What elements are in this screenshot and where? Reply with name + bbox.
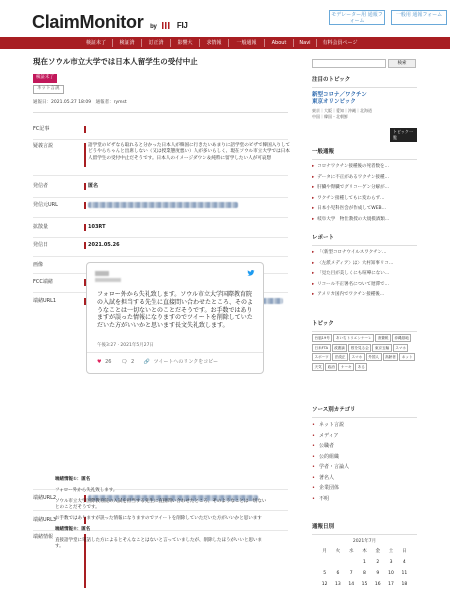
divider [312, 159, 417, 160]
clue-info-1-label: 端緒情報①：匿名 [55, 477, 91, 482]
calendar-day[interactable]: 7 [349, 571, 353, 577]
tweet-actions [97, 359, 218, 366]
weekday: 月 [322, 549, 327, 555]
logo-by-text: by [150, 24, 157, 30]
topic-tag[interactable]: ある [355, 363, 367, 371]
featured-topic-covid[interactable]: 新型コロナ／ワクチン [312, 92, 367, 98]
moderator-report-form-button[interactable]: モデレーター用 通報フォーム [329, 10, 385, 25]
date-value: 2021.05.26 [88, 242, 120, 248]
source-categories-heading: ソース別カテゴリ [312, 407, 356, 413]
topic-tag[interactable]: 外国人 [366, 353, 382, 361]
calendar-day[interactable] [331, 558, 344, 569]
topic-tag[interactable]: 消費税 [375, 334, 391, 342]
calendar-week [318, 558, 411, 569]
weekday: 水 [348, 549, 354, 555]
spread-value: 103RT [88, 224, 106, 230]
divider [312, 245, 417, 246]
list-item[interactable]: ▸ リコール不正署名について遅滞で… [312, 280, 417, 291]
copy-tweet-link[interactable]: ツイートへのリンクをコピー [153, 359, 219, 365]
topic-tag[interactable]: 法改正 [332, 353, 348, 361]
calendar-day[interactable]: 18 [401, 582, 408, 588]
row-accent-bar [84, 202, 86, 209]
nav-item-general-report[interactable]: 一般通報 [236, 40, 257, 46]
calendar-heading: 通報日別 [312, 524, 335, 530]
category-item[interactable]: • 著名人 [312, 473, 417, 484]
calendar-day[interactable]: 8 [363, 571, 366, 577]
topic-tag[interactable]: 桜を見る会 [348, 344, 371, 352]
list-item[interactable]: ▸ 「見た目が美しくにも喧嘩にない… [312, 269, 417, 280]
weekday: 木 [362, 549, 367, 555]
divider [33, 112, 288, 113]
general-reports-heading: 一般通報 [312, 149, 335, 155]
clue-info-1-text-3: お手数ではありますが誤った情報になりますのでツイートを削除していただいた方がいいかと思います [55, 516, 262, 521]
row-label: 端緒URL2 [33, 495, 57, 501]
tweet-author-name-blurred [95, 271, 109, 276]
reply-icon[interactable]: 🗨 [121, 359, 128, 365]
nav-item-info-wanted[interactable]: 求情報 [206, 40, 222, 46]
nav-item-about[interactable]: About [271, 40, 287, 46]
search-button[interactable]: 検索 [388, 59, 416, 68]
divider [33, 256, 288, 257]
calendar-day[interactable]: 5 [323, 571, 327, 577]
calendar-day[interactable]: 14 [348, 582, 355, 588]
list-item[interactable]: ▸ ワクチン接種してもに変わらず… [312, 194, 417, 205]
row-label: 疑義言説 [33, 143, 54, 149]
category-item[interactable]: • 公的組織 [312, 452, 417, 463]
row-accent-bar [84, 224, 86, 231]
sender-url-link[interactable] [88, 202, 238, 208]
calendar-day[interactable] [318, 558, 331, 569]
source-categories-list [312, 420, 417, 504]
search-input[interactable] [312, 59, 386, 68]
calendar-week [318, 569, 411, 580]
report-calendar [318, 547, 411, 591]
row-label: 発信元URL [33, 202, 58, 208]
calendar-day[interactable]: 2 [376, 560, 380, 566]
calendar-week [318, 580, 411, 591]
tweet-author-handle-blurred [95, 278, 121, 282]
clue-info-body [55, 477, 270, 555]
topic-tag[interactable]: スマホ [349, 353, 365, 361]
list-item[interactable]: ▸ 「〈新型コロナウイルスワクチン… [312, 248, 417, 259]
category-item[interactable]: • 企業団体 [312, 483, 417, 494]
calendar-day[interactable]: 10 [388, 571, 394, 577]
logo-fij-text: FIJ [176, 21, 188, 30]
calendar-day[interactable]: 13 [335, 582, 341, 588]
site-header [0, 0, 450, 32]
divider [312, 87, 417, 88]
reports-heading: レポート [312, 235, 335, 241]
logo-text: ClaimMonitor [32, 12, 144, 32]
calendar-day[interactable]: 16 [374, 582, 381, 588]
calendar-weekdays [318, 547, 411, 558]
featured-topics-heading: 注目のトピック [312, 77, 351, 83]
category-item[interactable]: • 公職者 [312, 441, 417, 452]
claim-text: 語学堂のビザなら取れると分かった日本人が韓国に行きたいあまりに語学堂のビザで韓国入りしてどうやらちゃんと出席しない（又は授業態度悪い）人が多いらしく、現在ソウル市立大学では日本人留学生の受付中止だそうです。日本人のイメージダウン＆純粋に留学したい人が可哀想 [88, 143, 291, 161]
reports-list [312, 248, 417, 301]
row-accent-bar [84, 143, 86, 167]
category-tag[interactable]: ネット言説 [33, 85, 64, 94]
list-item[interactable]: ▸ 岐阜大学 物仕教授の大規模酒類… [312, 215, 417, 226]
topic-tag[interactable]: スマホ [393, 344, 409, 352]
list-item[interactable]: ▸ 日本小児科医会が作成してWEB… [312, 204, 417, 215]
category-item[interactable]: • ネット言説 [312, 420, 417, 431]
general-report-form-button[interactable]: 一般用 通報フォーム [391, 10, 447, 25]
tweet-text: フォロー外から失礼致します。ソウル市立大学国際教育院の入試を担当する先生に直接問い合わせたところ、そのようなことは一切ないとのことだそうです。お手数ではありますが誤った情報になりますのでツイートを削除していただいた方がいいかと思います長文失礼致します。 [97, 291, 254, 330]
row-label: 発信日 [33, 242, 49, 248]
twitter-bird-icon[interactable] [247, 270, 255, 276]
row-accent-bar [84, 183, 86, 190]
weekday: 火 [335, 549, 341, 555]
topic-tag-cloud [312, 334, 417, 372]
status-badge[interactable]: 検証未了 [33, 74, 57, 83]
divider [33, 237, 288, 238]
report-meta: 通報日：2021.05.27 18:09 通報者：rymst [33, 100, 127, 105]
page-title: 現在ソウル市立大学では日本人留学生の受付中止 [33, 57, 198, 66]
calendar-day[interactable]: 9 [376, 571, 380, 577]
category-item[interactable]: • 学者・言論人 [312, 462, 417, 473]
row-accent-bar [84, 126, 86, 133]
weekday: 金 [375, 549, 381, 555]
nav-item-verified[interactable]: 検証済 [119, 40, 135, 46]
clue-info-2-text-1: 直接語学堂に電話した方によるとそんなことはないと言っていましたが、削除したほうがいいと思います。 [55, 537, 262, 550]
topic-tag[interactable]: 台風19号 [312, 334, 332, 342]
nav-item-corrected[interactable]: 訂正済 [148, 40, 164, 46]
row-label: 端緒URL1 [33, 298, 57, 304]
list-item[interactable]: ▸ アメリカ国内でワクチン接種後… [312, 290, 417, 301]
row-accent-bar [84, 242, 86, 249]
clue-info-1-text-2: ソウル市立大学国際教育院の入試を担当する先生に直接問い合わせたところ、そのようなことは一切ないとのことだそうです。 [55, 498, 267, 511]
topic-tag[interactable]: あいちトリエンナーレ [333, 334, 374, 342]
divider [312, 417, 417, 418]
weekday: 土 [388, 549, 394, 555]
topics-heading: トピック [312, 321, 334, 327]
clue-info-1-text-1: フォロー外から失礼致します。 [55, 487, 118, 493]
calendar-day[interactable]: 12 [321, 582, 328, 588]
calendar-day[interactable]: 15 [361, 582, 368, 588]
row-label: 画像 [33, 262, 44, 268]
topic-tag[interactable]: 天気 [312, 363, 324, 371]
nav-item-unverified[interactable]: 検証未了 [85, 40, 106, 46]
divider [33, 217, 288, 218]
row-label: 端緒URL3 [33, 517, 57, 523]
list-item[interactable]: ▸ データに不正があるワクチン接種… [312, 173, 417, 184]
calendar-day[interactable]: 6 [336, 571, 340, 577]
calendar-day[interactable]: 11 [401, 571, 408, 577]
topic-tag[interactable]: ネット [399, 353, 415, 361]
row-label: FC記事 [33, 126, 50, 132]
featured-topic-olympics[interactable]: 東京オリンピック [312, 99, 356, 105]
topic-tag[interactable]: スポーツ [312, 353, 331, 361]
tweet-date[interactable]: 午後3:27 · 2021年5月27日 [97, 343, 154, 348]
row-label: 端緒情報 [33, 534, 54, 540]
tweet-reply-count: 2 [131, 359, 135, 365]
general-reports-list [312, 162, 417, 225]
link-icon: 🔗 [143, 359, 151, 365]
nav-item-paid-members[interactable]: 有料会員ページ [322, 40, 358, 46]
heart-icon[interactable]: ♥ [97, 359, 102, 365]
clue-info-2-label: 端緒情報②：匿名 [55, 526, 91, 532]
divider [87, 352, 263, 353]
nav-item-navi[interactable]: Navi [299, 40, 311, 46]
sender-value: 匿名 [88, 183, 99, 189]
topic-tag[interactable]: 東京五輪 [372, 344, 391, 352]
topic-tag[interactable]: 高齢者 [383, 353, 399, 361]
calendar-day[interactable]: 3 [389, 560, 393, 566]
topic-tag[interactable]: 改憲論 [332, 344, 348, 352]
weekday: 日 [402, 549, 407, 555]
calendar-day[interactable] [345, 558, 358, 569]
calendar-day[interactable]: 4 [402, 560, 406, 566]
list-item[interactable]: ▸ コロナワクチン接種後の死者数を… [312, 162, 417, 173]
calendar-day[interactable]: 17 [388, 582, 394, 588]
site-logo[interactable] [32, 9, 188, 35]
featured-topic-regions[interactable]: 東京｜大阪｜愛知｜沖縄｜北海道 [312, 108, 372, 113]
category-item[interactable]: • メディア [312, 431, 417, 442]
embedded-tweet[interactable] [86, 262, 264, 374]
calendar-month: 2021年7月 [352, 539, 377, 544]
list-item[interactable]: ▸ 肝臓や腎臓でグリコーゲン分解が… [312, 183, 417, 194]
row-label: 拡散量 [33, 224, 49, 230]
category-item[interactable]: • 不明 [312, 494, 417, 505]
topic-tag[interactable]: 日米FTA [312, 344, 331, 352]
divider [33, 175, 288, 176]
main-nav [0, 37, 450, 49]
tweet-like-count: 26 [105, 359, 112, 365]
divider [33, 197, 288, 198]
divider [312, 331, 417, 332]
row-label: 発信者 [33, 183, 49, 189]
featured-topic-countries[interactable]: 中国｜韓国・北朝鮮 [312, 114, 348, 119]
row-label: FCC端緒 [33, 279, 53, 285]
topic-list-button[interactable]: トピック一覧 [390, 128, 417, 142]
topic-tag[interactable]: ケーキ [338, 363, 354, 371]
nav-item-high-impact[interactable]: 影響大 [177, 40, 193, 46]
topic-tag[interactable]: 沖縄基地 [392, 334, 411, 342]
divider [312, 534, 417, 535]
fij-mark-icon [162, 22, 171, 29]
calendar-day[interactable]: 1 [363, 560, 366, 566]
divider [33, 139, 288, 140]
topic-tag[interactable]: 政治 [325, 363, 337, 371]
list-item[interactable]: ▸ 〈左派メディア〉は〉大村知事リコ… [312, 259, 417, 270]
